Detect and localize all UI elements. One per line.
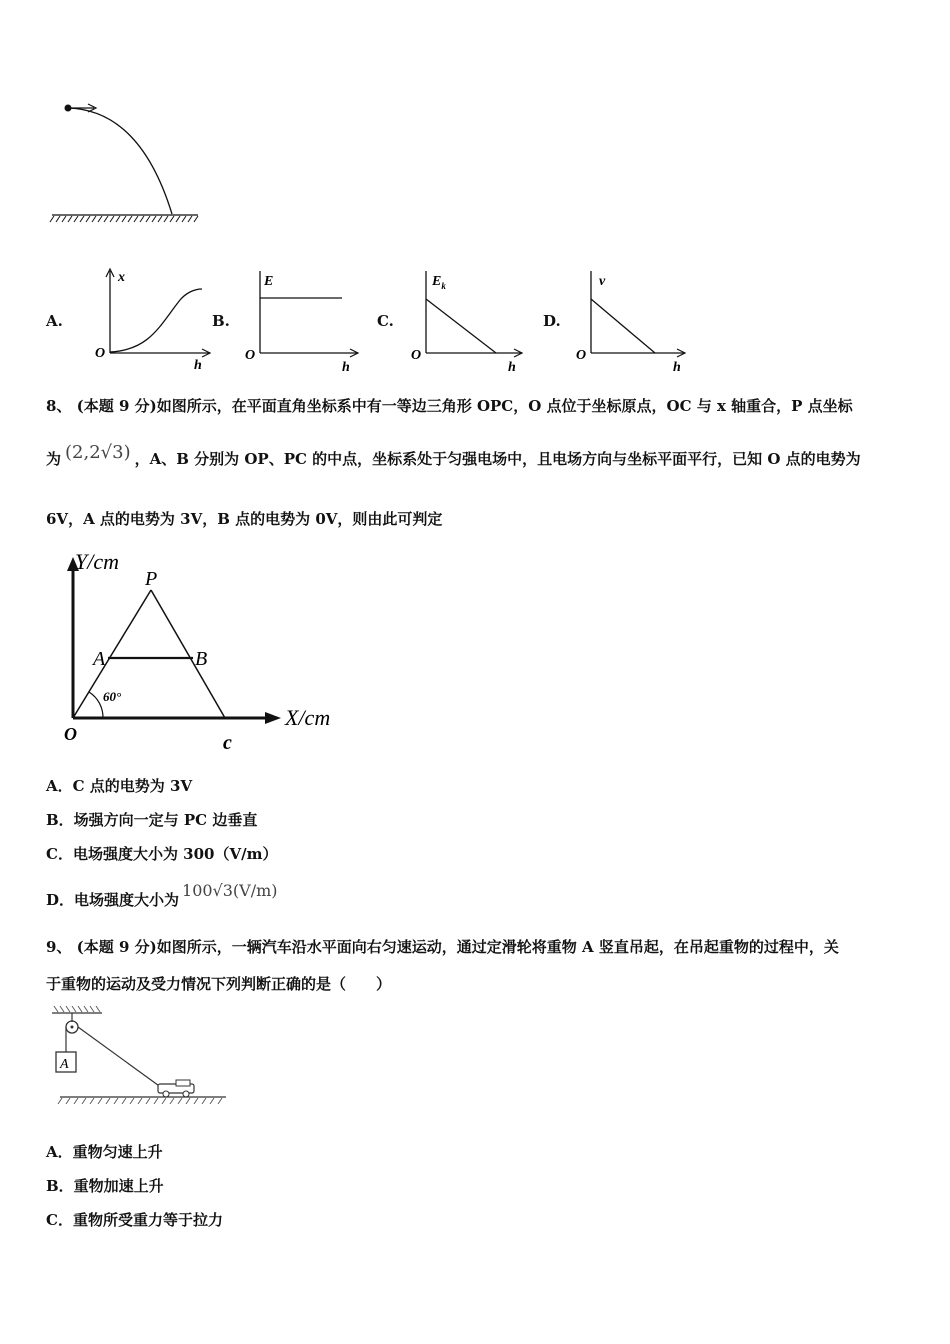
graph-c-x-label: h: [508, 360, 516, 375]
graph-c-y-label: E: [432, 274, 442, 289]
q8-line2-suffix: ，A、B 分别为 OP、PC 的中点，坐标系处于匀强电场中，且电场方向与坐标平面平行，已知 O 点的电势为: [134, 450, 861, 468]
graph-d-origin: O: [576, 348, 587, 363]
graph-c-origin: O: [411, 348, 422, 363]
q8-option-d-value: 100√3(V/m): [182, 881, 278, 900]
q8-line1: 8、 (本题 9 分)如图所示，在平面直角坐标系中有一等边三角形 OPC，O 点位于坐标原点，OC 与 x 轴重合，P 点坐标: [46, 397, 853, 415]
graph-a-y-label: x: [118, 270, 125, 285]
q8-option-d: [46, 881, 278, 910]
graph-d-label: D.: [543, 312, 561, 330]
q8-option-c: C．电场强度大小为 300（V/m）: [46, 845, 278, 863]
graph-c-y-sub: k: [441, 281, 446, 291]
svg-text:Ek: [431, 274, 446, 291]
fig-point-p: P: [145, 568, 158, 590]
graph-d-y-label: v: [599, 274, 606, 289]
fig-angle-label: 60°: [103, 689, 122, 704]
graph-b-label: B.: [212, 312, 230, 330]
q8-line3: 6V，A 点的电势为 3V，B 点的电势为 0V，则由此可判定: [46, 510, 443, 528]
q9-option-a: A．重物匀速上升: [46, 1143, 163, 1161]
graph-d-x-label: h: [673, 360, 681, 375]
q9-line2: 于重物的运动及受力情况下列判断正确的是（ ）: [46, 975, 392, 993]
fig-point-c: c: [223, 732, 232, 754]
graph-b-origin: O: [245, 348, 256, 363]
graph-a-label: A.: [46, 312, 63, 330]
graph-b-x-label: h: [342, 360, 350, 375]
graph-a: [90, 265, 215, 375]
fig-block-a: A: [60, 1057, 69, 1072]
fig-point-a: A: [93, 648, 106, 670]
q8-option-b: B．场强方向一定与 PC 边垂直: [46, 811, 258, 829]
q9-line1: 9、 (本题 9 分)如图所示，一辆汽车沿水平面向右匀速运动，通过定滑轮将重物 A 竖直吊起，在吊起重物的过程中，关: [46, 938, 839, 956]
triangle-opc-figure: [55, 545, 355, 755]
q8-line2: [46, 442, 861, 469]
q8-option-a: A．C 点的电势为 3V: [46, 777, 193, 795]
fig-point-o: O: [64, 724, 77, 744]
pulley-car-figure: [40, 1000, 240, 1110]
graph-a-x-label: h: [194, 358, 202, 373]
q9-option-b: B．重物加速上升: [46, 1177, 164, 1195]
projectile-figure: [40, 90, 210, 230]
graph-c-label: C.: [377, 312, 394, 330]
q9-option-c: C．重物所受重力等于拉力: [46, 1211, 223, 1229]
graph-a-origin: O: [95, 346, 106, 361]
q8-option-d-text: D．电场强度大小为: [46, 891, 180, 909]
graph-d: [571, 265, 696, 375]
q8-line2-prefix: 为: [46, 450, 62, 468]
fig-point-b: B: [195, 648, 208, 670]
graph-b: [240, 265, 365, 375]
graph-c: [406, 265, 531, 375]
graph-b-y-label: E: [264, 274, 274, 289]
fig-x-axis-label: X/cm: [285, 705, 331, 730]
fig-y-axis-label: Y/cm: [75, 549, 119, 574]
q8-coordinate: (2,2√3): [65, 442, 131, 463]
